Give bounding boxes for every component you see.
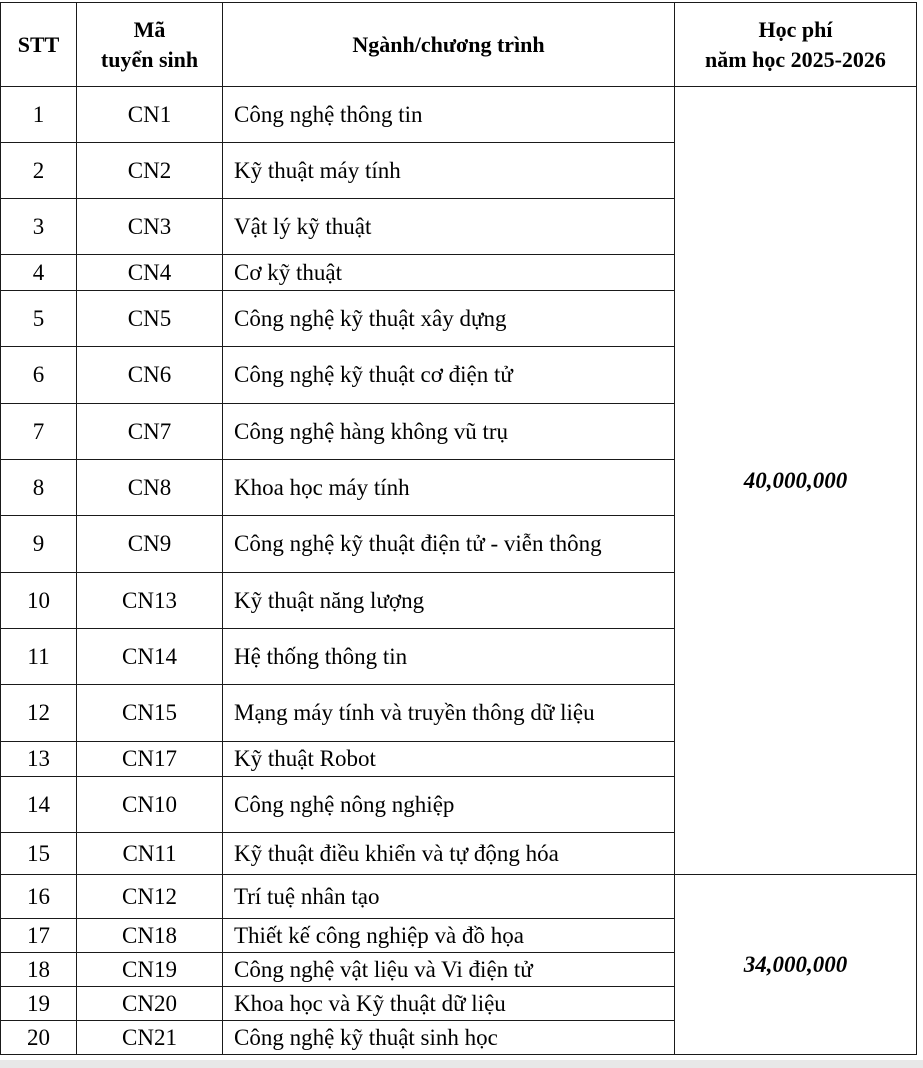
row-program: Công nghệ kỹ thuật điện tử - viễn thông [223,516,675,573]
row-program: Kỹ thuật năng lượng [223,573,675,629]
row-stt: 17 [1,919,77,953]
row-program: Khoa học và Kỹ thuật dữ liệu [223,987,675,1021]
row-stt: 9 [1,516,77,573]
row-stt: 7 [1,404,77,460]
row-stt: 16 [1,875,77,919]
header-admission-code-line1: Mã [133,16,166,42]
row-stt: 18 [1,953,77,987]
page-bottom-edge [0,1060,923,1068]
header-stt: STT [1,3,77,87]
row-stt: 14 [1,777,77,833]
row-program: Khoa học máy tính [223,460,675,516]
header-admission-code-line2: tuyển sinh [100,46,199,72]
row-admission-code: CN7 [77,404,223,460]
row-stt: 10 [1,573,77,629]
row-program: Vật lý kỹ thuật [223,199,675,255]
row-program: Kỹ thuật điều khiển và tự động hóa [223,833,675,875]
row-program: Công nghệ nông nghiệp [223,777,675,833]
row-admission-code: CN12 [77,875,223,919]
header-row [1,3,917,87]
row-admission-code: CN4 [77,255,223,291]
row-admission-code: CN6 [77,347,223,404]
row-program: Công nghệ kỹ thuật cơ điện tử [223,347,675,404]
tuition-fee-group-1: 40,000,000 [675,87,917,875]
row-admission-code: CN15 [77,685,223,742]
row-program: Kỹ thuật Robot [223,742,675,777]
row-admission-code: CN2 [77,143,223,199]
row-stt: 6 [1,347,77,404]
header-tuition-fee-line1: Học phí [758,16,833,42]
row-admission-code: CN20 [77,987,223,1021]
row-admission-code: CN19 [77,953,223,987]
row-stt: 15 [1,833,77,875]
row-admission-code: CN9 [77,516,223,573]
row-stt: 13 [1,742,77,777]
header-tuition-fee-line2: năm học 2025-2026 [705,46,886,72]
row-program: Cơ kỹ thuật [223,255,675,291]
row-program: Công nghệ thông tin [223,87,675,143]
row-admission-code: CN8 [77,460,223,516]
table-row [1,875,917,919]
row-program: Công nghệ hàng không vũ trụ [223,404,675,460]
row-admission-code: CN3 [77,199,223,255]
tuition-fee-table [0,2,917,1055]
row-program: Công nghệ kỹ thuật xây dựng [223,291,675,347]
row-admission-code: CN10 [77,777,223,833]
row-program: Kỹ thuật máy tính [223,143,675,199]
row-stt: 1 [1,87,77,143]
row-admission-code: CN1 [77,87,223,143]
row-admission-code: CN21 [77,1021,223,1055]
row-admission-code: CN14 [77,629,223,685]
row-admission-code: CN18 [77,919,223,953]
row-stt: 20 [1,1021,77,1055]
row-program: Công nghệ vật liệu và Vi điện tử [223,953,675,987]
row-program: Trí tuệ nhân tạo [223,875,675,919]
row-stt: 5 [1,291,77,347]
row-admission-code: CN5 [77,291,223,347]
row-stt: 2 [1,143,77,199]
header-admission-code [77,3,223,87]
row-admission-code: CN11 [77,833,223,875]
row-admission-code: CN13 [77,573,223,629]
row-program: Công nghệ kỹ thuật sinh học [223,1021,675,1055]
row-stt: 12 [1,685,77,742]
table-row [1,87,917,143]
tuition-fee-group-2: 34,000,000 [675,875,917,1055]
row-stt: 3 [1,199,77,255]
row-stt: 4 [1,255,77,291]
row-stt: 8 [1,460,77,516]
header-program: Ngành/chương trình [223,3,675,87]
row-program: Hệ thống thông tin [223,629,675,685]
row-admission-code: CN17 [77,742,223,777]
row-program: Mạng máy tính và truyền thông dữ liệu [223,685,675,742]
row-program: Thiết kế công nghiệp và đồ họa [223,919,675,953]
row-stt: 11 [1,629,77,685]
header-tuition-fee [675,3,917,87]
row-stt: 19 [1,987,77,1021]
